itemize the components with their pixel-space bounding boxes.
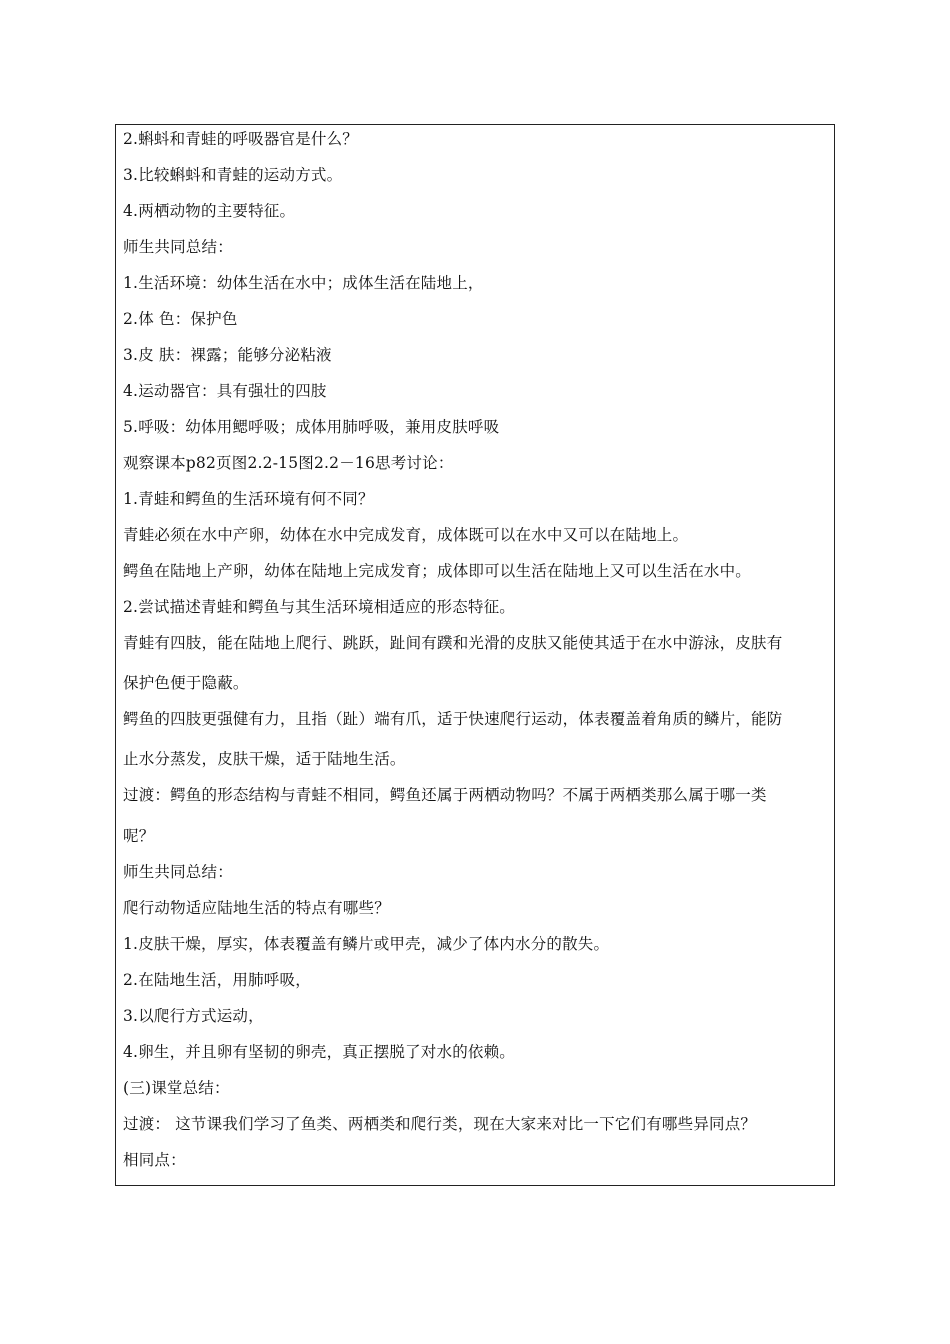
text-line: 过渡：鳄鱼的形态结构与青蛙不相同，鳄鱼还属于两栖动物吗？不属于两栖类那么属于哪一类 (123, 786, 767, 804)
text-line: 鳄鱼在陆地上产卵，幼体在陆地上完成发育；成体即可以生活在陆地上又可以生活在水中。 (123, 562, 752, 580)
text-line: 2.体 色：保护色 (123, 310, 238, 328)
text-line: 3.比较蝌蚪和青蛙的运动方式。 (123, 166, 343, 184)
text-line: 爬行动物适应陆地生活的特点有哪些？ (123, 899, 390, 917)
text-line: 1.生活环境：幼体生活在水中；成体生活在陆地上， (123, 274, 484, 292)
text-line: 呢？ (123, 827, 155, 845)
text-line: 保护色便于隐蔽。 (123, 674, 249, 692)
text-line: 4.两栖动物的主要特征。 (123, 202, 296, 220)
text-line: 青蛙必须在水中产卵，幼体在水中完成发育，成体既可以在水中又可以在陆地上。 (123, 526, 689, 544)
text-line: 过渡： 这节课我们学习了鱼类、两栖类和爬行类，现在大家来对比一下它们有哪些异同点？ (123, 1115, 757, 1133)
text-line: 2.尝试描述青蛙和鳄鱼与其生活环境相适应的形态特征。 (123, 598, 515, 616)
text-line: 2.蝌蚪和青蛙的呼吸器官是什么？ (123, 130, 358, 148)
text-line: 5.呼吸：幼体用鳃呼吸；成体用肺呼吸，兼用皮肤呼吸 (123, 418, 500, 436)
text-line: (三)课堂总结： (123, 1079, 230, 1097)
text-line: 1.皮肤干燥，厚实，体表覆盖有鳞片或甲壳，减少了体内水分的散失。 (123, 935, 610, 953)
text-line: 师生共同总结： (123, 863, 233, 881)
text-line: 观察课本p82页图2.2-15图2.2－16思考讨论： (123, 454, 454, 472)
text-line: 师生共同总结： (123, 238, 233, 256)
text-line: 相同点： (123, 1151, 186, 1169)
text-line: 青蛙有四肢，能在陆地上爬行、跳跃，趾间有蹼和光滑的皮肤又能使其适于在水中游泳，皮肤有 (123, 634, 783, 652)
text-line: 3.以爬行方式运动， (123, 1007, 264, 1025)
text-line: 鳄鱼的四肢更强健有力，且指（趾）端有爪，适于快速爬行运动，体表覆盖着角质的鳞片，能防 (123, 710, 783, 728)
text-line: 3.皮 肤：裸露；能够分泌粘液 (123, 346, 332, 364)
text-line: 2.在陆地生活，用肺呼吸， (123, 971, 311, 989)
text-line: 4.运动器官：具有强壮的四肢 (123, 382, 327, 400)
text-line: 4.卵生，并且卵有坚韧的卵壳，真正摆脱了对水的依赖。 (123, 1043, 515, 1061)
text-line: 1.青蛙和鳄鱼的生活环境有何不同？ (123, 490, 374, 508)
text-line: 止水分蒸发，皮肤干燥，适于陆地生活。 (123, 750, 406, 768)
